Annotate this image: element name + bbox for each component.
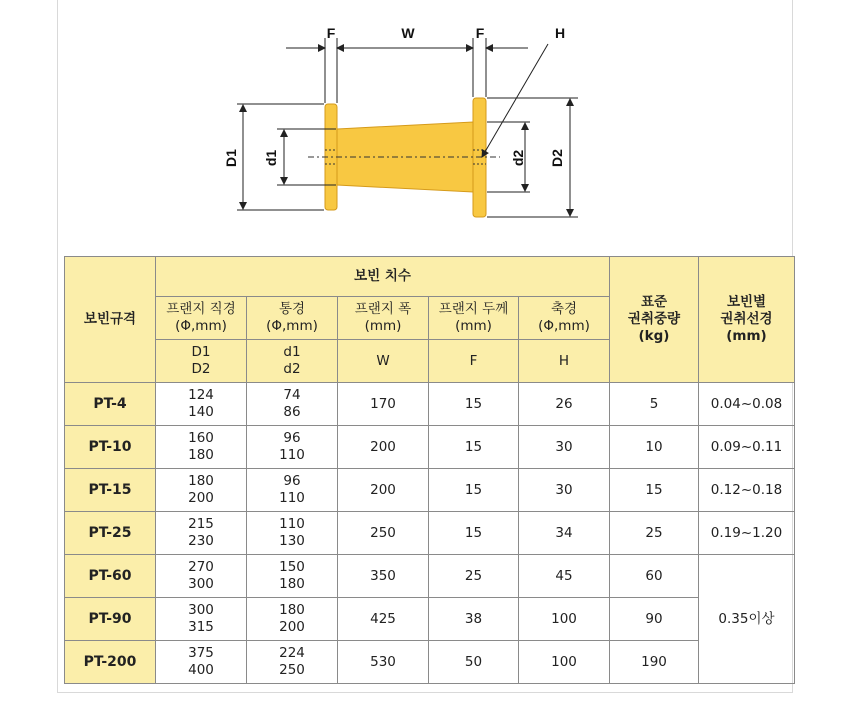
row-model: PT-4	[65, 383, 156, 426]
f-left-label: F	[326, 25, 336, 41]
row-weight: 60	[610, 555, 699, 598]
header-weight: 표준 권취중량 (kg)	[610, 257, 699, 383]
bobbin-diagram	[0, 0, 850, 250]
row-barrel-dia: 180 200	[247, 598, 338, 641]
row-model: PT-25	[65, 512, 156, 555]
header-flange-dia: 프랜지 직경 (Φ,mm)	[156, 297, 247, 340]
row-width: 200	[338, 469, 429, 512]
sym-flange-width: W	[338, 340, 429, 383]
row-weight: 15	[610, 469, 699, 512]
header-shaft-dia: 축경 (Φ,mm)	[519, 297, 610, 340]
table-row	[65, 469, 795, 512]
row-model: PT-200	[65, 641, 156, 684]
table-row	[65, 512, 795, 555]
row-model: PT-10	[65, 426, 156, 469]
row-weight: 10	[610, 426, 699, 469]
row-wire: 0.04~0.08	[699, 383, 795, 426]
row-width: 250	[338, 512, 429, 555]
row-shaft: 30	[519, 469, 610, 512]
row-width: 170	[338, 383, 429, 426]
header-flange-thick: 프랜지 두께 (mm)	[429, 297, 519, 340]
header-model: 보빈규격	[65, 257, 156, 383]
row-model: PT-15	[65, 469, 156, 512]
row-flange-dia: 124 140	[156, 383, 247, 426]
table-row	[65, 426, 795, 469]
row-wire: 0.12~0.18	[699, 469, 795, 512]
d1-big-label: D1	[223, 149, 239, 167]
row-width: 425	[338, 598, 429, 641]
row-flange-dia: 160 180	[156, 426, 247, 469]
sym-barrel-dia: d1 d2	[247, 340, 338, 383]
h-leader	[482, 44, 548, 157]
row-thick: 15	[429, 426, 519, 469]
row-wire-merged: 0.35이상	[699, 555, 795, 684]
d1-small-label: d1	[263, 149, 279, 167]
row-width: 350	[338, 555, 429, 598]
header-group: 보빈 치수	[156, 257, 610, 297]
sym-shaft-dia: H	[519, 340, 610, 383]
row-shaft: 100	[519, 641, 610, 684]
row-weight: 190	[610, 641, 699, 684]
row-shaft: 34	[519, 512, 610, 555]
table-row	[65, 598, 795, 641]
d2-big-label: D2	[549, 149, 565, 167]
header-flange-width: 프랜지 폭 (mm)	[338, 297, 429, 340]
table-row	[65, 555, 795, 598]
row-width: 200	[338, 426, 429, 469]
row-thick: 15	[429, 383, 519, 426]
header-wire: 보빈별 권취선경 (mm)	[699, 257, 795, 383]
row-flange-dia: 375 400	[156, 641, 247, 684]
row-shaft: 30	[519, 426, 610, 469]
row-thick: 15	[429, 469, 519, 512]
row-weight: 5	[610, 383, 699, 426]
row-model: PT-60	[65, 555, 156, 598]
f-right-label: F	[475, 25, 485, 41]
row-wire: 0.19~1.20	[699, 512, 795, 555]
row-flange-dia: 180 200	[156, 469, 247, 512]
sym-flange-dia: D1 D2	[156, 340, 247, 383]
row-flange-dia: 300 315	[156, 598, 247, 641]
row-barrel-dia: 150 180	[247, 555, 338, 598]
row-thick: 38	[429, 598, 519, 641]
table-row	[65, 383, 795, 426]
row-shaft: 100	[519, 598, 610, 641]
row-weight: 25	[610, 512, 699, 555]
table-row	[65, 641, 795, 684]
header-barrel-dia: 통경 (Φ,mm)	[247, 297, 338, 340]
row-barrel-dia: 74 86	[247, 383, 338, 426]
row-thick: 25	[429, 555, 519, 598]
d2-small-label: d2	[510, 149, 526, 167]
sym-flange-thick: F	[429, 340, 519, 383]
row-thick: 50	[429, 641, 519, 684]
w-label: W	[401, 25, 415, 41]
h-label: H	[554, 25, 566, 41]
row-flange-dia: 270 300	[156, 555, 247, 598]
row-thick: 15	[429, 512, 519, 555]
row-model: PT-90	[65, 598, 156, 641]
row-barrel-dia: 96 110	[247, 469, 338, 512]
bobbin-spec-table	[64, 256, 795, 684]
row-weight: 90	[610, 598, 699, 641]
row-flange-dia: 215 230	[156, 512, 247, 555]
row-shaft: 45	[519, 555, 610, 598]
row-width: 530	[338, 641, 429, 684]
row-barrel-dia: 110 130	[247, 512, 338, 555]
row-shaft: 26	[519, 383, 610, 426]
row-barrel-dia: 96 110	[247, 426, 338, 469]
row-wire: 0.09~0.11	[699, 426, 795, 469]
row-barrel-dia: 224 250	[247, 641, 338, 684]
